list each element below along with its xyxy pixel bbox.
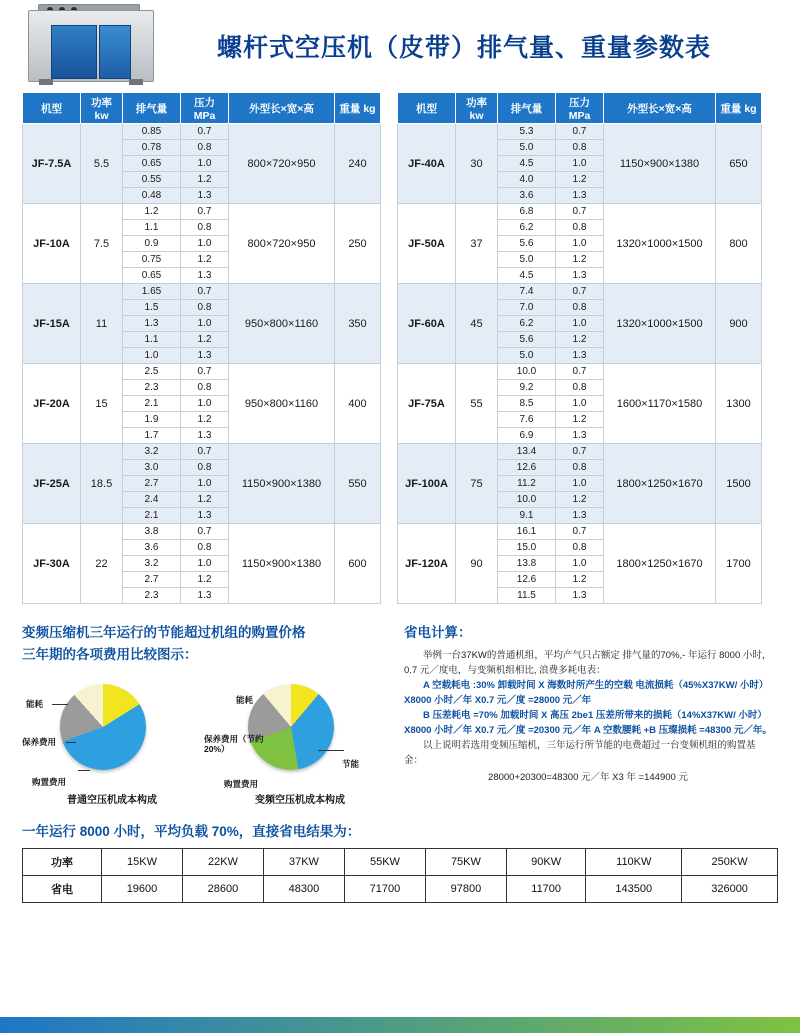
cell-flow: 4.5 (498, 156, 556, 172)
cost-heading-1: 变频压缩机三年运行的节能超过机组的购置价格 (22, 625, 306, 640)
cell-pressure: 0.7 (181, 524, 229, 540)
cell-dimensions: 950×800×1160 (229, 284, 335, 364)
cell-pressure: 1.3 (556, 188, 604, 204)
cell-flow: 2.1 (123, 508, 181, 524)
cell-pressure: 1.2 (181, 252, 229, 268)
spec-table-right (397, 92, 762, 604)
table-header-row (398, 93, 762, 124)
cell-pressure: 0.7 (181, 284, 229, 300)
cell-weight: 550 (335, 444, 381, 524)
cell-pressure: 1.3 (181, 348, 229, 364)
cell-flow: 12.6 (498, 460, 556, 476)
cell-pressure: 1.0 (556, 396, 604, 412)
cell-dimensions: 1150×900×1380 (604, 124, 716, 204)
table-row (23, 284, 381, 300)
cell-pressure: 1.3 (181, 508, 229, 524)
cell-pressure: 0.7 (556, 524, 604, 540)
cell-saving-value: 71700 (344, 876, 425, 903)
cell-flow: 3.2 (123, 444, 181, 460)
cell-pressure: 0.8 (181, 140, 229, 156)
cell-flow: 3.2 (123, 556, 181, 572)
cell-flow: 3.6 (123, 540, 181, 556)
pie1-label-maintenance: 保养费用 (22, 737, 57, 747)
cell-flow: 7.6 (498, 412, 556, 428)
cell-model: JF-20A (23, 364, 81, 444)
cell-flow: 1.2 (123, 204, 181, 220)
saving-result-table (22, 848, 778, 903)
cell-flow: 5.6 (498, 236, 556, 252)
cell-flow: 10.0 (498, 492, 556, 508)
cell-flow: 2.3 (123, 380, 181, 396)
table-row (398, 524, 762, 540)
pie2-label-saving: 节能 (342, 759, 360, 769)
cell-dimensions: 800×720×950 (229, 124, 335, 204)
pie2-label-maintenance: 保养费用（节约20%） (204, 734, 264, 754)
cell-flow: 5.0 (498, 140, 556, 156)
cell-power-rating: 90KW (506, 849, 585, 876)
cell-weight: 250 (335, 204, 381, 284)
cell-pressure: 1.2 (181, 412, 229, 428)
cell-power: 5.5 (81, 124, 123, 204)
table-row (23, 849, 778, 876)
cell-weight: 800 (716, 204, 762, 284)
cell-flow: 0.9 (123, 236, 181, 252)
cell-pressure: 1.2 (181, 492, 229, 508)
cell-weight: 600 (335, 524, 381, 604)
cell-power: 18.5 (81, 444, 123, 524)
compressor-body (28, 10, 154, 82)
cell-dimensions: 950×800×1160 (229, 364, 335, 444)
cell-flow: 1.0 (123, 348, 181, 364)
cell-weight: 1700 (716, 524, 762, 604)
cell-pressure: 1.3 (556, 268, 604, 284)
pie-chart-standard (22, 676, 202, 806)
cell-flow: 2.5 (123, 364, 181, 380)
cell-dimensions: 800×720×950 (229, 204, 335, 284)
table-row (23, 524, 381, 540)
cell-power: 11 (81, 284, 123, 364)
cell-pressure: 0.7 (181, 364, 229, 380)
cell-flow: 9.1 (498, 508, 556, 524)
col-header: 排气量 (498, 93, 556, 124)
cell-pressure: 1.2 (556, 572, 604, 588)
cell-flow: 10.0 (498, 364, 556, 380)
col-header: 机型 (23, 93, 81, 124)
saving-paragraph-4: 以上说明若选用变频压缩机，三年运行所节能的电费超过一台变频机组的购置基金： (404, 740, 756, 766)
cell-weight: 400 (335, 364, 381, 444)
pie1-label-purchase: 购置费用 (32, 777, 67, 787)
cell-flow: 6.9 (498, 428, 556, 444)
table-row (398, 124, 762, 140)
saving-paragraph-1: 举例一台37KW的普通机组，平均产气只占额定 排气量的70%,- 年运行 8000 小时，0.7 元／度电，与变频机组相比, 浪费多耗电表： (404, 650, 772, 676)
cell-power: 45 (456, 284, 498, 364)
cell-pressure: 1.3 (556, 348, 604, 364)
cell-pressure: 1.0 (556, 476, 604, 492)
cell-dimensions: 1800×1250×1670 (604, 524, 716, 604)
cell-pressure: 0.7 (181, 444, 229, 460)
pie-chart-vfd (204, 676, 390, 806)
cell-weight: 1300 (716, 364, 762, 444)
cell-pressure: 1.3 (181, 268, 229, 284)
leader-line (78, 770, 90, 771)
cell-model: JF-15A (23, 284, 81, 364)
bottom-section (0, 806, 800, 903)
cell-pressure: 0.8 (181, 300, 229, 316)
row-label-saving: 省电 (23, 876, 102, 903)
cell-pressure: 1.0 (181, 316, 229, 332)
cell-power: 75 (456, 444, 498, 524)
cell-flow: 5.6 (498, 332, 556, 348)
cell-power-rating: 22KW (182, 849, 263, 876)
col-header: 重量 kg (335, 93, 381, 124)
pie1-caption: 普通空压机成本构成 (67, 795, 157, 806)
cell-flow: 1.9 (123, 412, 181, 428)
pie1-label-energy: 能耗 (26, 699, 44, 709)
cell-flow: 9.2 (498, 380, 556, 396)
cell-power-rating: 55KW (344, 849, 425, 876)
cell-power-rating: 37KW (263, 849, 344, 876)
cell-power-rating: 15KW (102, 849, 183, 876)
cell-pressure: 0.7 (181, 204, 229, 220)
cell-pressure: 0.8 (556, 540, 604, 556)
cell-pressure: 0.8 (556, 300, 604, 316)
cell-pressure: 1.0 (556, 236, 604, 252)
cell-dimensions: 1150×900×1380 (229, 444, 335, 524)
row-label-power: 功率 (23, 849, 102, 876)
cell-power: 22 (81, 524, 123, 604)
cell-pressure: 1.2 (556, 172, 604, 188)
cell-flow: 11.2 (498, 476, 556, 492)
cell-flow: 0.65 (123, 268, 181, 284)
cell-flow: 8.5 (498, 396, 556, 412)
cell-flow: 0.75 (123, 252, 181, 268)
cell-power-rating: 250KW (682, 849, 778, 876)
bottom-heading: 一年运行 8000 小时，平均负载 70%，直接省电结果为： (22, 824, 361, 839)
cell-model: JF-40A (398, 124, 456, 204)
cell-flow: 1.5 (123, 300, 181, 316)
cell-flow: 12.6 (498, 572, 556, 588)
cell-pressure: 0.7 (556, 444, 604, 460)
cell-pressure: 1.0 (181, 556, 229, 572)
cell-pressure: 1.2 (181, 172, 229, 188)
cell-weight: 900 (716, 284, 762, 364)
cell-dimensions: 1800×1250×1670 (604, 444, 716, 524)
cell-flow: 1.65 (123, 284, 181, 300)
table-header-row (23, 93, 381, 124)
table-row (398, 444, 762, 460)
cell-weight: 240 (335, 124, 381, 204)
table-row (23, 444, 381, 460)
cell-pressure: 1.2 (181, 572, 229, 588)
cell-power: 30 (456, 124, 498, 204)
cell-pressure: 0.8 (556, 460, 604, 476)
screw-air-compressor-photo (28, 4, 158, 88)
cell-model: JF-10A (23, 204, 81, 284)
cell-pressure: 1.0 (556, 556, 604, 572)
cell-dimensions: 1600×1170×1580 (604, 364, 716, 444)
cell-saving-value: 97800 (425, 876, 506, 903)
compressor-foot (129, 79, 143, 85)
col-header: 压力 MPa (181, 93, 229, 124)
col-header: 压力 MPa (556, 93, 604, 124)
cell-pressure: 0.8 (181, 540, 229, 556)
cell-pressure: 0.7 (556, 124, 604, 140)
cell-pressure: 1.3 (181, 188, 229, 204)
cell-flow: 1.3 (123, 316, 181, 332)
cell-power: 55 (456, 364, 498, 444)
cell-flow: 1.1 (123, 220, 181, 236)
cell-pressure: 1.2 (181, 332, 229, 348)
cell-flow: 16.1 (498, 524, 556, 540)
cell-pressure: 1.0 (181, 236, 229, 252)
cell-flow: 1.1 (123, 332, 181, 348)
cell-pressure: 1.2 (556, 492, 604, 508)
saving-paragraph-3: B 压差耗电 =70% 加载时间 X 高压 2be1 压差所带来的损耗（14%X37KW/ 小时）X8000 小时／年 X0.7 元／度 =20300 元／年 A 空数腰耗 +B 压璨损耗 =48300 元／年。 (404, 710, 772, 736)
cost-comparison-block (22, 622, 390, 806)
lower-section (0, 604, 800, 806)
cell-pressure: 1.3 (556, 588, 604, 604)
cell-flow: 11.5 (498, 588, 556, 604)
cell-flow: 15.0 (498, 540, 556, 556)
cell-saving-value: 143500 (586, 876, 682, 903)
cell-pressure: 0.7 (556, 364, 604, 380)
pie-vfd (248, 684, 334, 770)
spec-table-left (22, 92, 381, 604)
cell-saving-value: 48300 (263, 876, 344, 903)
col-header: 功率 kw (456, 93, 498, 124)
cell-pressure: 0.8 (181, 460, 229, 476)
cell-pressure: 0.7 (556, 204, 604, 220)
cell-saving-value: 11700 (506, 876, 585, 903)
cell-flow: 0.55 (123, 172, 181, 188)
cell-saving-value: 28600 (182, 876, 263, 903)
compressor-blue-panel-left (51, 25, 97, 79)
cell-flow: 0.48 (123, 188, 181, 204)
cell-model: JF-50A (398, 204, 456, 284)
cell-flow: 5.0 (498, 252, 556, 268)
cell-pressure: 0.8 (556, 140, 604, 156)
cell-pressure: 1.0 (556, 316, 604, 332)
col-header: 外型长×宽×高 (229, 93, 335, 124)
cell-model: JF-75A (398, 364, 456, 444)
cell-model: JF-25A (23, 444, 81, 524)
leader-line (318, 750, 344, 751)
cell-dimensions: 1150×900×1380 (229, 524, 335, 604)
cell-pressure: 0.8 (556, 380, 604, 396)
cell-dimensions: 1320×1000×1500 (604, 204, 716, 284)
cell-flow: 2.1 (123, 396, 181, 412)
col-header: 外型长×宽×高 (604, 93, 716, 124)
cell-model: JF-100A (398, 444, 456, 524)
saving-paragraph-5: 28000+20300=48300 元／年 X3 年 =144900 元 (488, 772, 688, 783)
cell-power-rating: 75KW (425, 849, 506, 876)
cell-weight: 350 (335, 284, 381, 364)
cell-flow: 6.2 (498, 220, 556, 236)
cell-model: JF-30A (23, 524, 81, 604)
cell-weight: 650 (716, 124, 762, 204)
page-header (0, 0, 800, 92)
pie2-label-purchase: 购置费用 (224, 779, 259, 789)
saving-heading: 省电计算： (404, 625, 472, 640)
cell-flow: 6.8 (498, 204, 556, 220)
col-header: 重量 kg (716, 93, 762, 124)
footer-color-bar (0, 1017, 800, 1033)
cell-pressure: 1.0 (556, 156, 604, 172)
cell-pressure: 1.0 (181, 156, 229, 172)
table-row (23, 204, 381, 220)
page-title: 螺杆式空压机（皮带）排气量、重量参数表 (216, 33, 711, 62)
cell-power: 90 (456, 524, 498, 604)
table-row (23, 876, 778, 903)
cell-flow: 2.4 (123, 492, 181, 508)
col-header: 排气量 (123, 93, 181, 124)
cell-flow: 2.3 (123, 588, 181, 604)
pie-charts (22, 676, 390, 806)
cell-flow: 7.4 (498, 284, 556, 300)
table-row (398, 204, 762, 220)
cost-heading-2: 三年期的各项费用比较图示： (22, 647, 198, 662)
cell-pressure: 0.8 (556, 220, 604, 236)
cell-saving-value: 326000 (682, 876, 778, 903)
cell-pressure: 1.2 (556, 332, 604, 348)
cell-pressure: 1.3 (181, 428, 229, 444)
cell-flow: 13.8 (498, 556, 556, 572)
cell-pressure: 0.7 (556, 284, 604, 300)
compressor-foot (39, 79, 53, 85)
leader-line (66, 742, 76, 743)
cell-flow: 4.5 (498, 268, 556, 284)
cell-power-rating: 110KW (586, 849, 682, 876)
cell-pressure: 1.0 (181, 476, 229, 492)
pie2-label-energy: 能耗 (236, 695, 254, 705)
cell-flow: 13.4 (498, 444, 556, 460)
cell-weight: 1500 (716, 444, 762, 524)
spec-tables (0, 92, 800, 604)
cell-flow: 2.7 (123, 572, 181, 588)
pie-standard (60, 684, 146, 770)
cell-flow: 3.6 (498, 188, 556, 204)
table-row (398, 284, 762, 300)
cell-dimensions: 1320×1000×1500 (604, 284, 716, 364)
cell-saving-value: 19600 (102, 876, 183, 903)
cell-pressure: 1.3 (556, 428, 604, 444)
cell-flow: 7.0 (498, 300, 556, 316)
cell-pressure: 0.7 (181, 124, 229, 140)
cell-pressure: 0.8 (181, 380, 229, 396)
cell-flow: 0.78 (123, 140, 181, 156)
cell-flow: 0.65 (123, 156, 181, 172)
cell-pressure: 0.8 (181, 220, 229, 236)
cell-pressure: 1.3 (556, 508, 604, 524)
cell-power: 15 (81, 364, 123, 444)
cell-flow: 2.7 (123, 476, 181, 492)
cell-flow: 5.3 (498, 124, 556, 140)
cell-flow: 1.7 (123, 428, 181, 444)
col-header: 机型 (398, 93, 456, 124)
cell-flow: 6.2 (498, 316, 556, 332)
cell-model: JF-60A (398, 284, 456, 364)
cell-pressure: 1.3 (181, 588, 229, 604)
cell-pressure: 1.0 (181, 396, 229, 412)
compressor-blue-panel-right (99, 25, 131, 79)
cell-power: 7.5 (81, 204, 123, 284)
cell-flow: 3.8 (123, 524, 181, 540)
cell-model: JF-120A (398, 524, 456, 604)
table-row (398, 364, 762, 380)
table-row (23, 124, 381, 140)
cell-pressure: 1.2 (556, 252, 604, 268)
saving-paragraph-2: A 空载耗电 :30% 卸载时间 X 海数时所产生的空载 电流损耗（45%X37KW/ 小时）X8000 小时／年 X0.7 元／度 =28000 元／年 (404, 680, 769, 706)
cell-flow: 3.0 (123, 460, 181, 476)
cell-flow: 5.0 (498, 348, 556, 364)
table-row (23, 364, 381, 380)
cell-power: 37 (456, 204, 498, 284)
leader-line (52, 704, 68, 705)
cell-model: JF-7.5A (23, 124, 81, 204)
cell-flow: 0.85 (123, 124, 181, 140)
cell-flow: 4.0 (498, 172, 556, 188)
pie2-caption: 变频空压机成本构成 (255, 795, 345, 806)
saving-calc-block (404, 622, 772, 806)
col-header: 功率 kw (81, 93, 123, 124)
cell-pressure: 1.2 (556, 412, 604, 428)
